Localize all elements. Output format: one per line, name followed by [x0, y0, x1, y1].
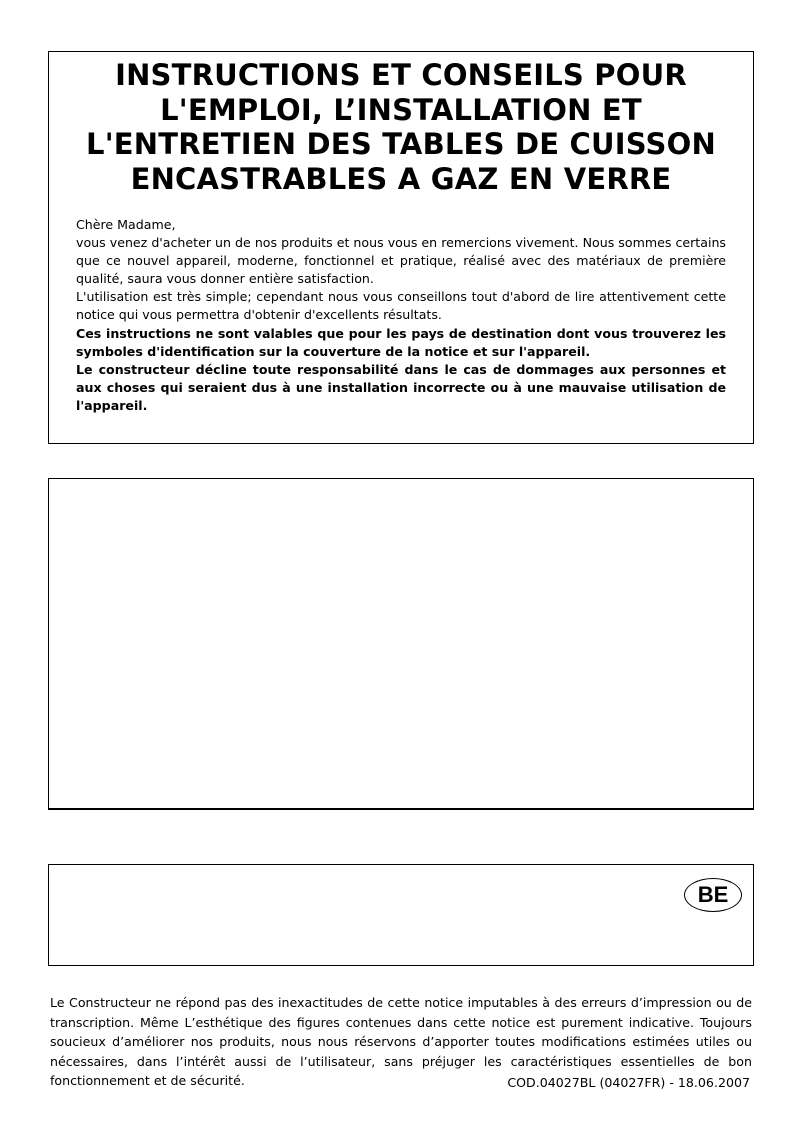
title-line-2: L'EMPLOI, L’INSTALLATION ET: [160, 92, 642, 127]
intro-paragraph-2: L'utilisation est très simple; cependant nous vous conseillons tout d'abord de lire attentivement cette notice qui vous permettra d'obtenir d'excellents résultats.: [76, 289, 726, 323]
title-line-4: ENCASTRABLES A GAZ EN VERRE: [130, 161, 672, 196]
country-box: [48, 864, 754, 966]
liability-notice: Le constructeur décline toute responsabilité dans le cas de dommages aux personnes et aux choses qui seraient dus à une installation incorrecte ou à une mauvaise utilisation de l'appareil.: [76, 361, 726, 413]
validity-notice: Ces instructions ne sont valables que pour les pays de destination dont vous trouverez les symboles d'identification sur la couverture de la notice et sur l'appareil.: [76, 325, 726, 359]
title-line-1: INSTRUCTIONS ET CONSEILS POUR: [115, 58, 687, 92]
document-title: [49, 58, 753, 196]
intro-box: [48, 51, 754, 444]
manufacturer-disclaimer: Le Constructeur ne répond pas des inexactitudes de cette notice imputables à des erreurs d’impression ou de transcription. Même L’esthétique des figures contenues dans cette notice est purement indicative. Toujours soucieux d’améliorer nos produits, nous nous réservons d’apporter toutes modifications estimées utiles ou nécessaires, dans l’intérêt aussi de l’utilisateur, sans préjuger les caractéristiques essentielles de bon fonctionnement et de sécurité.: [50, 995, 752, 1089]
image-placeholder-box: [48, 478, 754, 810]
country-badge: BE: [684, 878, 742, 912]
intro-text: [76, 216, 726, 415]
salutation: Chère Madame,: [76, 217, 176, 232]
title-line-3: L'ENTRETIEN DES TABLES DE CUISSON: [86, 127, 716, 161]
document-code: COD.04027BL (04027FR) - 18.06.2007: [507, 1075, 750, 1090]
intro-paragraph-1: vous venez d'acheter un de nos produits et nous vous en remercions vivement. Nous sommes certains que ce nouvel appareil, moderne, fonctionnel et pratique, réalisé avec des matériaux de première qualité, saura vous donner entière satisfaction.: [76, 235, 726, 287]
